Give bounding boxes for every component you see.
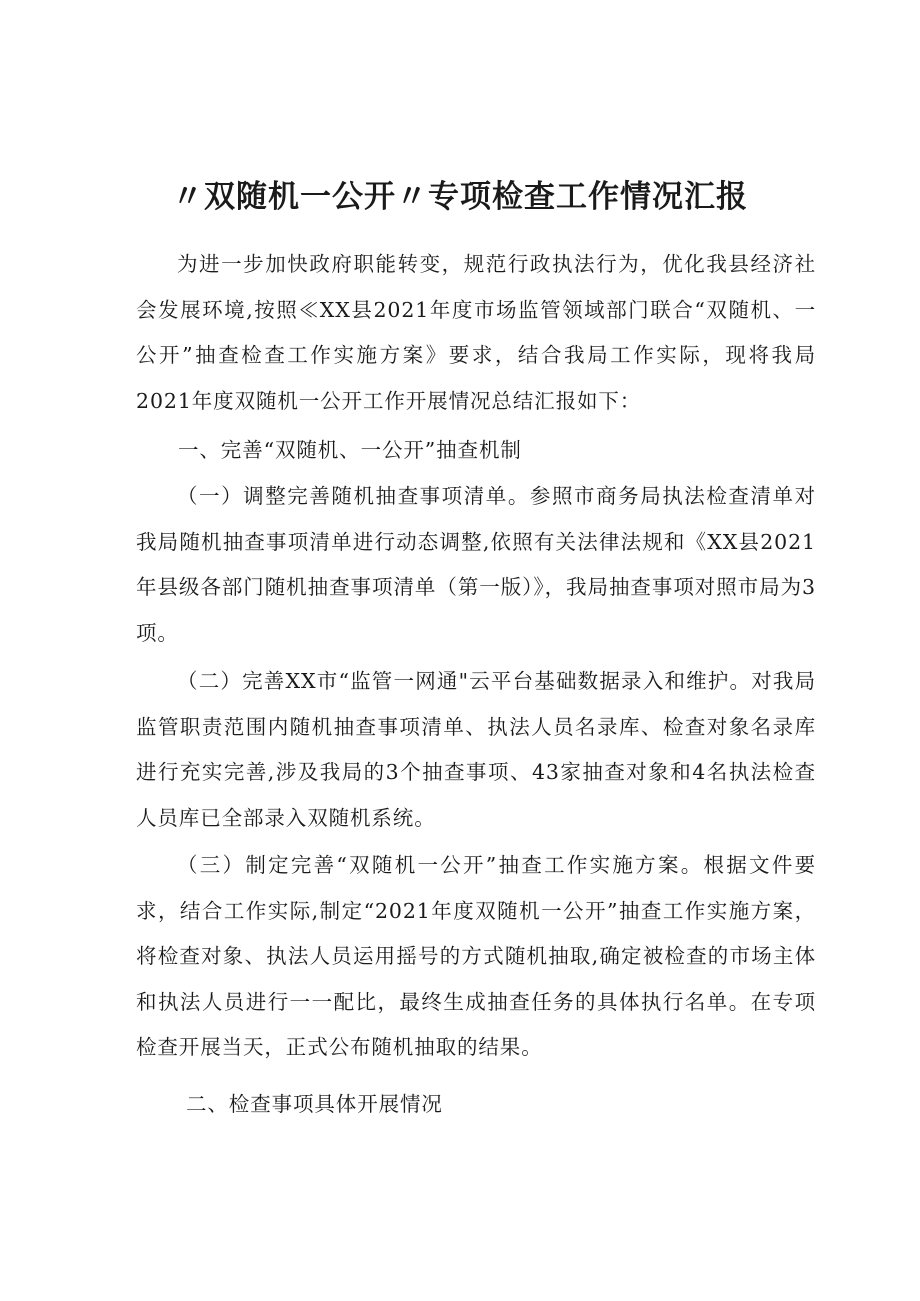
item-paragraph-3: （三）制定完善“双随机一公开”抽查工作实施方案。根据文件要求，结合工作实际,制定“2021年度双随机一公开”抽查工作实施方案，将检查对象、执法人员运用摇号的方式随机抽取,确定被检查的市场主体和执法人员进行一一配比，最终生成抽查任务的具体执行名单。在专项检查开展当天，正式公布随机抽取的结果。 [136,853,816,1059]
intro-paragraph: 为进一步加快政府职能转变，规范行政执法行为，优化我县经济社会发展环境,按照≪XX县2021年度市场监管领域部门联合“双随机、一公开”抽查检查工作实施方案》要求，结合我局工作实际，现将我局2021年度双随机一公开工作开展情况总结汇报如下： [136,252,816,413]
section-heading-1: 一、完善“双随机、一公开”抽查机制 [178,438,522,462]
item-paragraph-2: （二）完善XX市“监管一网通"云平台基础数据录入和维护。对我局监管职责范围内随机抽查事项清单、执法人员名录库、检查对象名录库进行充实完善,涉及我局的3个抽查事项、43家抽查对象和4名执法检查人员库已全部录入双随机系统。 [136,669,816,830]
item-paragraph-1: （一）调整完善随机抽查事项清单。参照市商务局执法检查清单对我局随机抽查事项清单进行动态调整,依照有关法律法规和《XX县2021年县级各部门随机抽查事项清单（第一版）》，我局抽查事项对照市局为3项。 [136,484,816,645]
document-title: 〃双随机一公开〃专项检查工作情况汇报 [172,179,748,215]
section-heading-2: 二、检查事项具体开展情况 [186,1092,443,1116]
